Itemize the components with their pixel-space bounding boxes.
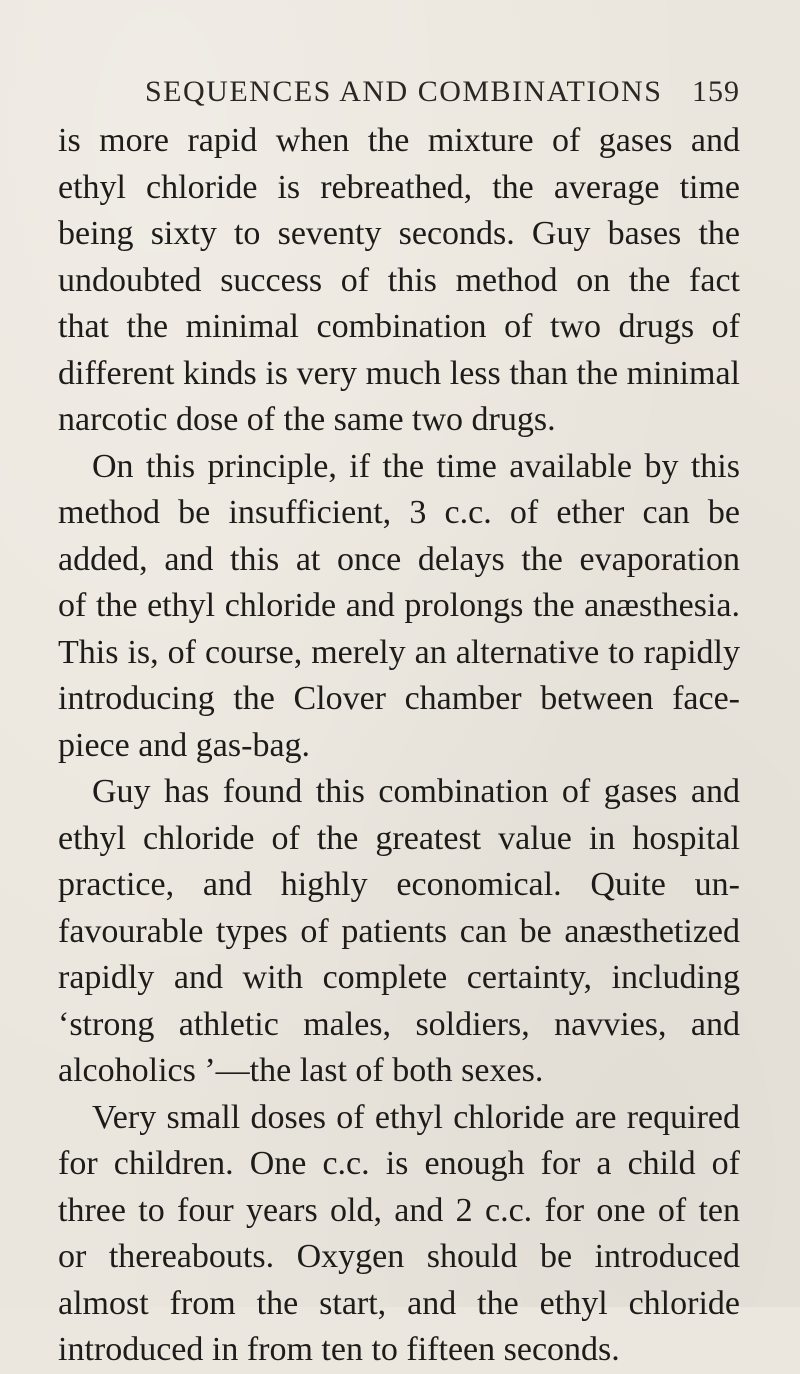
text-line: being sixty to seventy seconds. Guy bases the: [58, 215, 740, 252]
text-line: narcotic dose of the same two drugs.: [58, 401, 556, 438]
text-line: that the minimal combination of two drugs of: [58, 308, 740, 345]
paragraph-1: [58, 118, 740, 444]
paragraph-3: [58, 769, 740, 1095]
text-line: three to four years old, and 2 c.c. for one of ten: [58, 1191, 740, 1229]
text-line: Very small doses of ethyl chloride are required: [92, 1098, 740, 1136]
text-line: ethyl chloride is rebreathed, the average time: [58, 168, 740, 206]
text-line: favourable types of patients can be anæsthetized: [58, 912, 740, 950]
text-line: introduced in from ten to fifteen seconds.: [58, 1331, 620, 1368]
text-line: ‘strong athletic males, soldiers, navvies, and: [58, 1005, 740, 1043]
paragraph-4: [58, 1095, 740, 1374]
text-line: ethyl chloride of the greatest value in hospital: [58, 819, 740, 857]
text-line: for children. One c.c. is enough for a child of: [58, 1145, 740, 1182]
text-line: different kinds is very much less than the minimal: [58, 354, 740, 392]
chapter-title: SEQUENCES AND COMBINATIONS: [145, 75, 663, 108]
text-line: method be insufficient, 3 c.c. of ether can be: [58, 494, 740, 531]
text-line: added, and this at once delays the evaporation: [58, 540, 740, 578]
text-line: alcoholics ’—the last of both sexes.: [58, 1052, 544, 1089]
paragraph-2: [58, 444, 740, 770]
text-line: This is, of course, merely an alternative to rapidly: [58, 633, 740, 671]
text-line: introducing the Clover chamber between face-: [58, 680, 740, 717]
text-line: practice, and highly economical. Quite un-: [58, 866, 740, 903]
text-line: rapidly and with complete certainty, including: [58, 959, 740, 996]
text-line: or thereabouts. Oxygen should be introduced: [58, 1238, 740, 1275]
text-line: undoubted success of this method on the fact: [58, 261, 740, 299]
body-text: [58, 118, 740, 1374]
page-number: 159: [692, 75, 740, 108]
running-header: [145, 70, 740, 114]
text-line: Guy has found this combination of gases and: [92, 773, 740, 810]
text-line: of the ethyl chloride and prolongs the anæsthesia.: [58, 587, 740, 624]
text-line: almost from the start, and the ethyl chloride: [58, 1284, 740, 1322]
text-line: On this principle, if the time available by this: [92, 447, 740, 485]
text-line: piece and gas-bag.: [58, 726, 311, 764]
text-line: is more rapid when the mixture of gases and: [58, 122, 740, 159]
